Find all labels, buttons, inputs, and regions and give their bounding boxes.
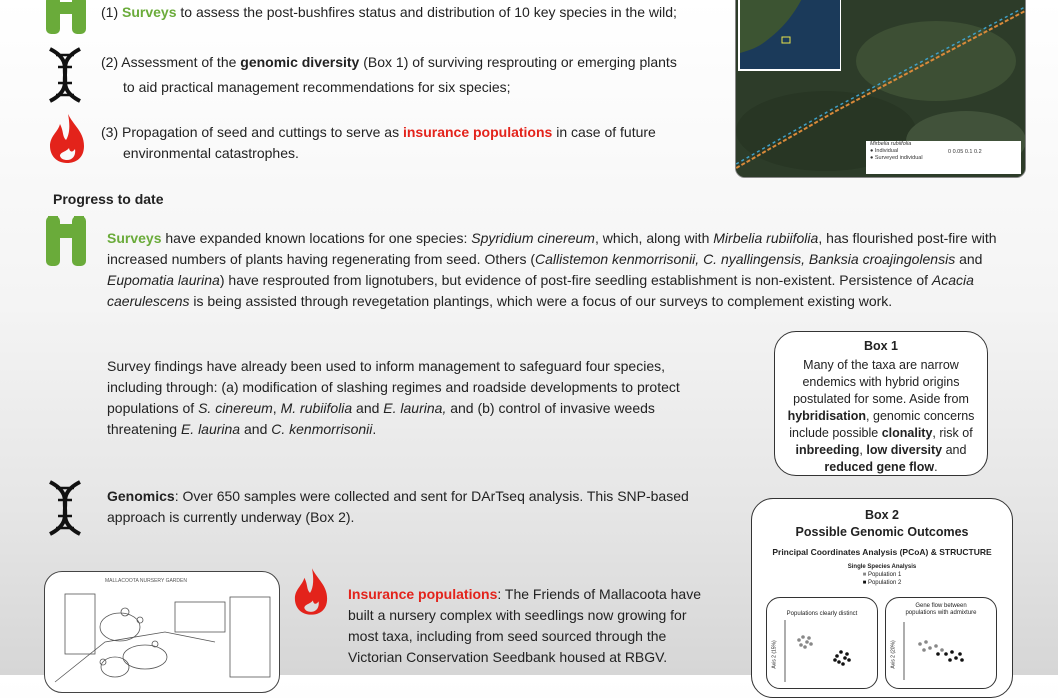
box-2-title: Box 2 (864, 508, 900, 522)
binoculars-icon (42, 216, 90, 268)
axis-label-1: Axis 2 (15%) (771, 640, 778, 669)
box-1-title: Box 1 (863, 339, 899, 353)
dna-icon (42, 480, 88, 536)
map-legend-species: Mirbelia rubiifolia (870, 141, 912, 147)
map-scale: 0 0.05 0.1 0.2 (948, 149, 982, 155)
aim-2-keyword: genomic diversity (240, 54, 360, 70)
pcoa-panel-gene-flow: Gene flow between populations with admixture Axis 2 (20%) (885, 597, 997, 689)
aim-3: (3) Propagation of seed and cuttings to serve as insurance populations in case of future environmental catastrophes. (101, 124, 656, 161)
dna-icon (42, 47, 88, 103)
map-legend-item-2: ● Surveyed individual (870, 155, 923, 161)
pcoa-panel-distinct: Populations clearly distinct Axis 2 (15%) (766, 597, 878, 689)
legend-pop-2: ■ Population 2 (862, 580, 902, 586)
flame-icon (48, 112, 86, 164)
aim-1: (1) Surveys to assess the post-bushfires status and distribution of 10 key species in the wild; (101, 4, 677, 20)
axis-label-2: Axis 2 (20%) (890, 640, 897, 669)
legend-pop-1: ■ Population 1 (862, 572, 902, 578)
progress-heading: Progress to date (53, 191, 164, 207)
map-legend-item-1: ● Individual (870, 148, 899, 154)
box-2-analysis: Principal Coordinates Analysis (PCoA) & STRUCTURE (772, 547, 992, 557)
insurance-paragraph: Insurance populations: The Friends of Mallacoota have built a nursery complex with seedlings now growing for most taxa, including from seed sourced through the Victorian Conservation Seedbank housed at RBGV. (348, 586, 701, 665)
genomics-paragraph: Genomics: Over 650 samples were collected and sent for DArTseq analysis. This SNP-based approach is currently underway (Box 2). (107, 488, 689, 525)
box-2-subtitle: Possible Genomic Outcomes (795, 525, 969, 539)
box-2 (751, 498, 1013, 698)
single-species-label: Single Species Analysis (847, 564, 917, 570)
aim-2: (2) Assessment of the genomic diversity (Box 1) of surviving resprouting or emerging plants to aid practical management recommendations for six species; (101, 54, 677, 95)
flame-icon (293, 566, 329, 616)
survey-map (735, 0, 1026, 178)
sketch-title: MALLACOOTA NURSERY GARDEN (105, 578, 187, 584)
binoculars-icon (42, 0, 90, 36)
findings-paragraph: Survey findings have already been used to inform management to safeguard four species, including through: (a) modification of slashing regimes and roadside developments to protect populations of S. cinereum, M. rubiifolia and E. laurina, and (b) control of invasive weeds threatening E. laurina and C. kenmorrisonii. (107, 358, 680, 437)
aim-3-keyword: insurance populations (402, 124, 553, 140)
aim-1-keyword: Surveys (122, 4, 177, 20)
box-1: Box 1 Many of the taxa are narrow endemics with hybrid origins postulated for some. Aside from hybridisation, genomic concerns include possible clonality, risk of inbreeding, low diversity and reduced gene flow. (774, 331, 988, 476)
surveys-paragraph: Surveys have expanded known locations for one species: Spyridium cinereum, which, along with Mirbelia rubiifolia, has flourished post-fire with increased numbers of plants having regenerating from seed. Others (Callistemon kenmorrisonii, C. nyallingensis, Banksia croajingolensis and Eupomatia laurina) have resprouted from lignotubers, but evidence of post-fire seedling establishment is non-existent. Persistence of Acacia caerulescens is being assisted through revegetation plantings, which were a focus of our surveys to complement existing work. (107, 230, 997, 309)
